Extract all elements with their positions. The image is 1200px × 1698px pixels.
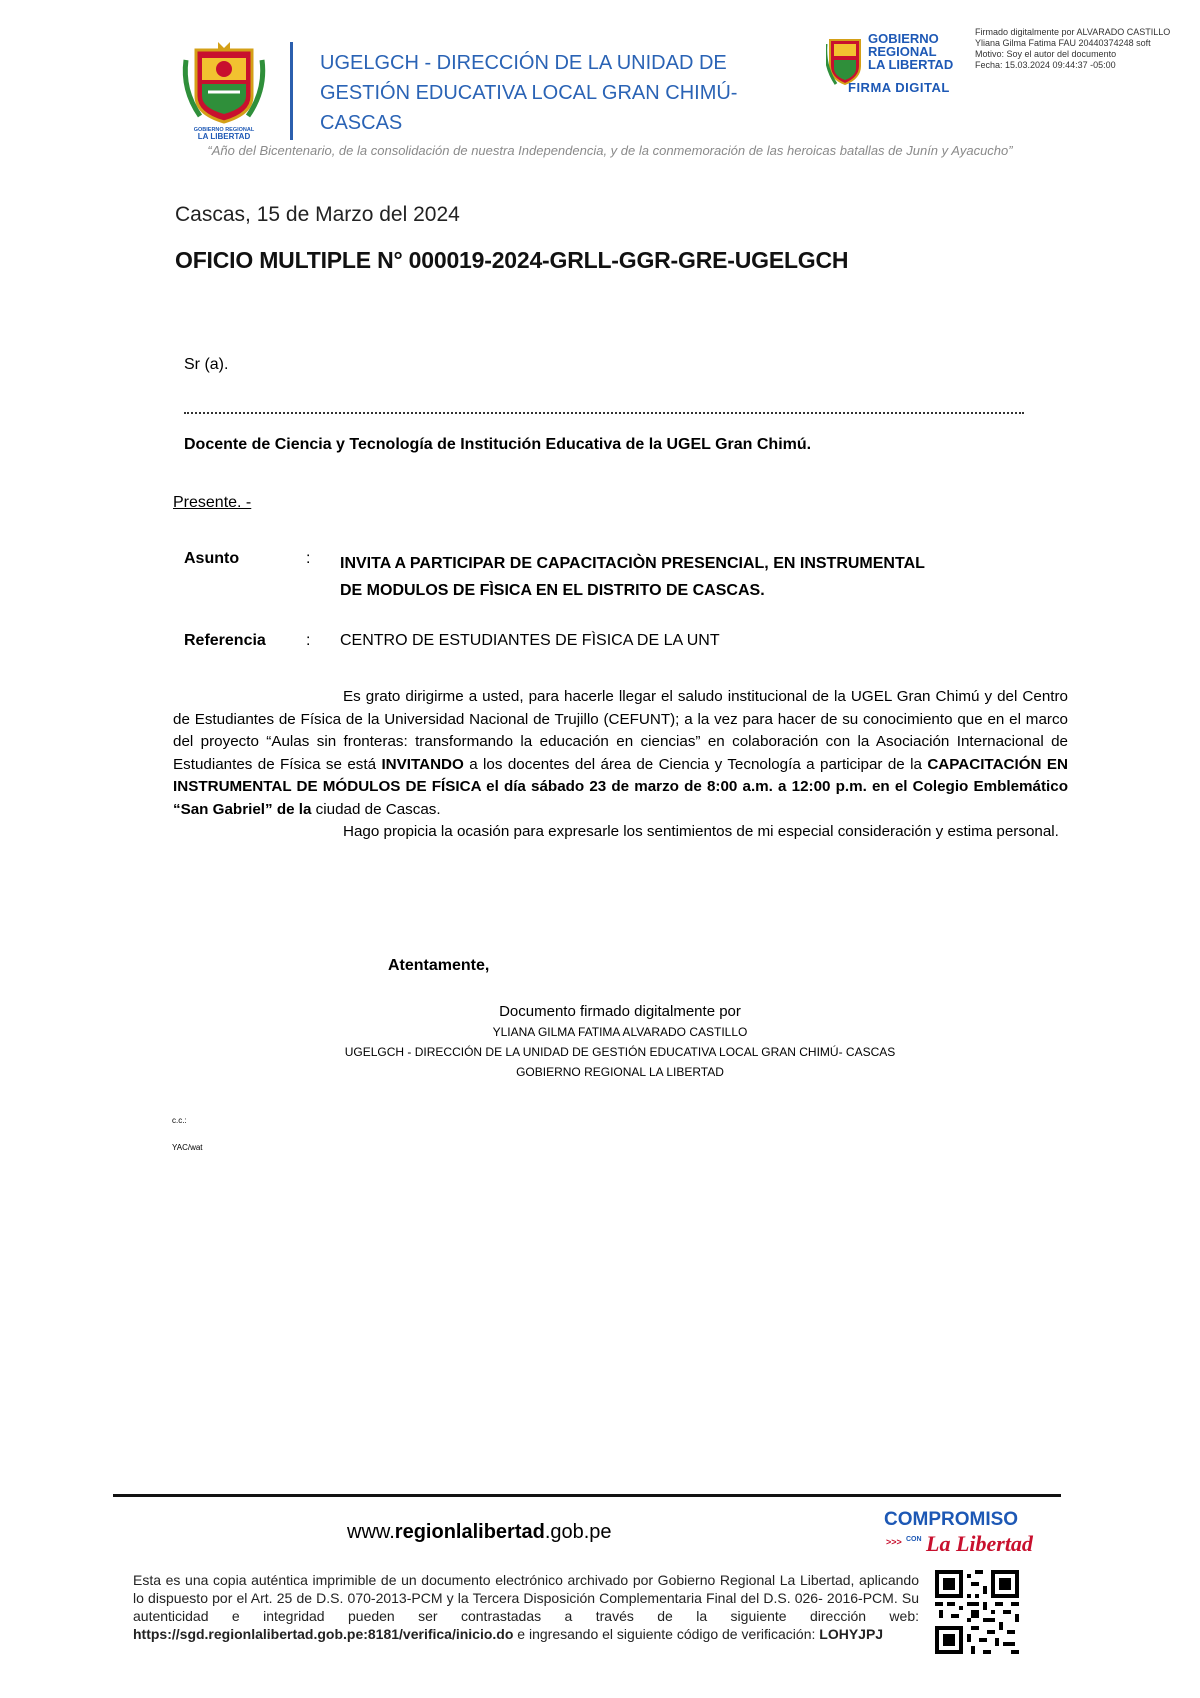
web-prefix: www. xyxy=(347,1521,395,1543)
footer-rule xyxy=(113,1494,1061,1497)
asunto-colon: : xyxy=(306,550,311,567)
asunto-line-1: INVITA A PARTICIPAR DE CAPACITACIÒN PRESENCIAL, EN INSTRUMENTAL xyxy=(340,555,925,572)
body-paragraph-2 xyxy=(173,821,1068,844)
gob-line-3: LA LIBERTAD xyxy=(868,57,954,72)
body-p1-d: CAPACITACIÓN EN INSTRUMENTAL DE MÓDULOS DE FÍSICA el día sábado 23 de marzo de 8:00 a.m. a 12:00 p.m. en el Colegio Emblemático “San Gabriel” de la xyxy=(173,755,1069,818)
gob-line-1: GOBIERNO xyxy=(868,31,939,46)
ugel-title: UGELGCH - DIRECCIÓN DE LA UNIDAD DE GESTIÓN EDUCATIVA LOCAL GRAN CHIMÚ- CASCAS xyxy=(320,52,738,134)
recipient: Docente de Ciencia y Tecnología de Institución Educativa de la UGEL Gran Chimú. xyxy=(184,436,812,453)
gobierno-regional-la-libertad-logo xyxy=(178,40,270,140)
verification-qr-code[interactable] xyxy=(935,1570,1019,1654)
cc-label: c.c.: xyxy=(172,1116,187,1125)
header-divider xyxy=(290,42,293,140)
asunto-value xyxy=(340,550,1040,604)
body-p2: Hago propicia la ocasión para expresarle los sentimientos de mi especial consideración y estima personal. xyxy=(343,823,1059,840)
signed-reason: Motivo: Soy el autor del documento xyxy=(975,49,1117,59)
document-date: Cascas, 15 de Marzo del 2024 xyxy=(175,203,460,226)
website-link[interactable] xyxy=(347,1521,612,1544)
body-p1-c: a los docentes del área de Ciencia y Tecnología a participar de la xyxy=(463,755,928,773)
svg-text:>>>: >>> xyxy=(886,1537,902,1547)
la-libertad-text: La Libertad xyxy=(926,1531,1033,1556)
compromiso-logo xyxy=(880,1505,1050,1557)
body-p1-e: ciudad de Cascas. xyxy=(311,800,441,818)
initials: YAC/wat xyxy=(172,1143,203,1152)
oficio-number: OFICIO MULTIPLE N° 000019-2024-GRLL-GGR-GRE-UGELGCH xyxy=(175,247,849,273)
salutation: Sr (a). xyxy=(184,356,229,373)
closing: Atentamente, xyxy=(388,957,490,974)
asunto-label: Asunto xyxy=(184,550,240,567)
compromiso-text: COMPROMISO xyxy=(884,1509,1019,1530)
authenticity-notice xyxy=(133,1571,919,1643)
logo-caption: LA LIBERTAD xyxy=(197,132,251,140)
firma-digital-label: FIRMA DIGITAL xyxy=(848,80,950,95)
body-p1-b: INVITANDO xyxy=(381,755,464,773)
sig-line-4: GOBIERNO REGIONAL LA LIBERTAD xyxy=(516,1065,724,1079)
copy-text-b: e ingresando el siguiente código de verificación: xyxy=(513,1626,820,1642)
year-motto: “Año del Bicentenario, de la consolidación de nuestra Independencia, y de la conmemoración de las heroicas batallas de Junín y Ayacucho” xyxy=(207,143,1013,158)
web-suffix: .gob.pe xyxy=(544,1521,612,1543)
referencia-value: CENTRO DE ESTUDIANTES DE FÌSICA DE LA UNT xyxy=(340,632,720,649)
sig-line-3: UGELGCH - DIRECCIÓN DE LA UNIDAD DE GESTIÓN EDUCATIVA LOCAL GRAN CHIMÚ- CASCAS xyxy=(344,1045,896,1059)
letter-body xyxy=(173,686,1068,844)
asunto-line-2: DE MODULOS DE FÌSICA EN EL DISTRITO DE CASCAS. xyxy=(340,582,765,599)
copy-text-a: Esta es una copia auténtica imprimible de un documento electrónico archivado por Gobierno Regional La Libertad, aplicando lo dispuesto por el Art. 25 de D.S. 070-2013-PCM y la Tercera Disposición Complementaria Final del D.S. 026- 2016-PCM. Su autenticidad e integridad pueden ser contrastadas a través de la siguiente dirección web: xyxy=(133,1572,919,1624)
body-p1-a: Es grato dirigirme a usted, para hacerle llegar el saludo institucional de la UGEL Gran Chimú y del Centro de Estudiantes de Física de la Universidad Nacional de Trujillo (CEFUNT); a la vez para hacer de su conocimiento que en el marco del proyecto “Aulas sin fronteras: transformando la educación en ciencias” en colaboración con la Asociación Internacional de Estudiantes de Física se está xyxy=(173,688,1068,773)
presente: Presente. - xyxy=(173,494,252,511)
body-paragraph-1 xyxy=(173,686,1068,821)
signed-by: Firmado digitalmente por ALVARADO CASTILLO Yliana Gilma Fatima FAU 20440374248 soft xyxy=(975,27,1171,48)
gobierno-regional-wordmark xyxy=(868,32,953,71)
logo-caption-small: GOBIERNO REGIONAL xyxy=(193,127,255,133)
signature-block xyxy=(300,1003,940,1082)
recipient-dotted-line xyxy=(184,412,1024,414)
referencia-colon: : xyxy=(306,632,311,649)
con-text: CON xyxy=(906,1536,922,1543)
verification-url[interactable]: https://sgd.regionlalibertad.gob.pe:8181/verifica/inicio.do xyxy=(133,1626,514,1642)
referencia-label: Referencia xyxy=(184,632,266,649)
web-bold: regionlalibertad xyxy=(394,1521,545,1543)
signed-date: Fecha: 15.03.2024 09:44:37 -05:00 xyxy=(975,60,1116,70)
gob-line-2: REGIONAL xyxy=(868,44,937,59)
sig-line-1: Documento firmado digitalmente por xyxy=(499,1003,741,1020)
verification-code: LOHYJPJ xyxy=(819,1626,884,1642)
sig-line-2: YLIANA GILMA FATIMA ALVARADO CASTILLO xyxy=(492,1025,748,1039)
digital-signature-details xyxy=(975,27,1175,71)
